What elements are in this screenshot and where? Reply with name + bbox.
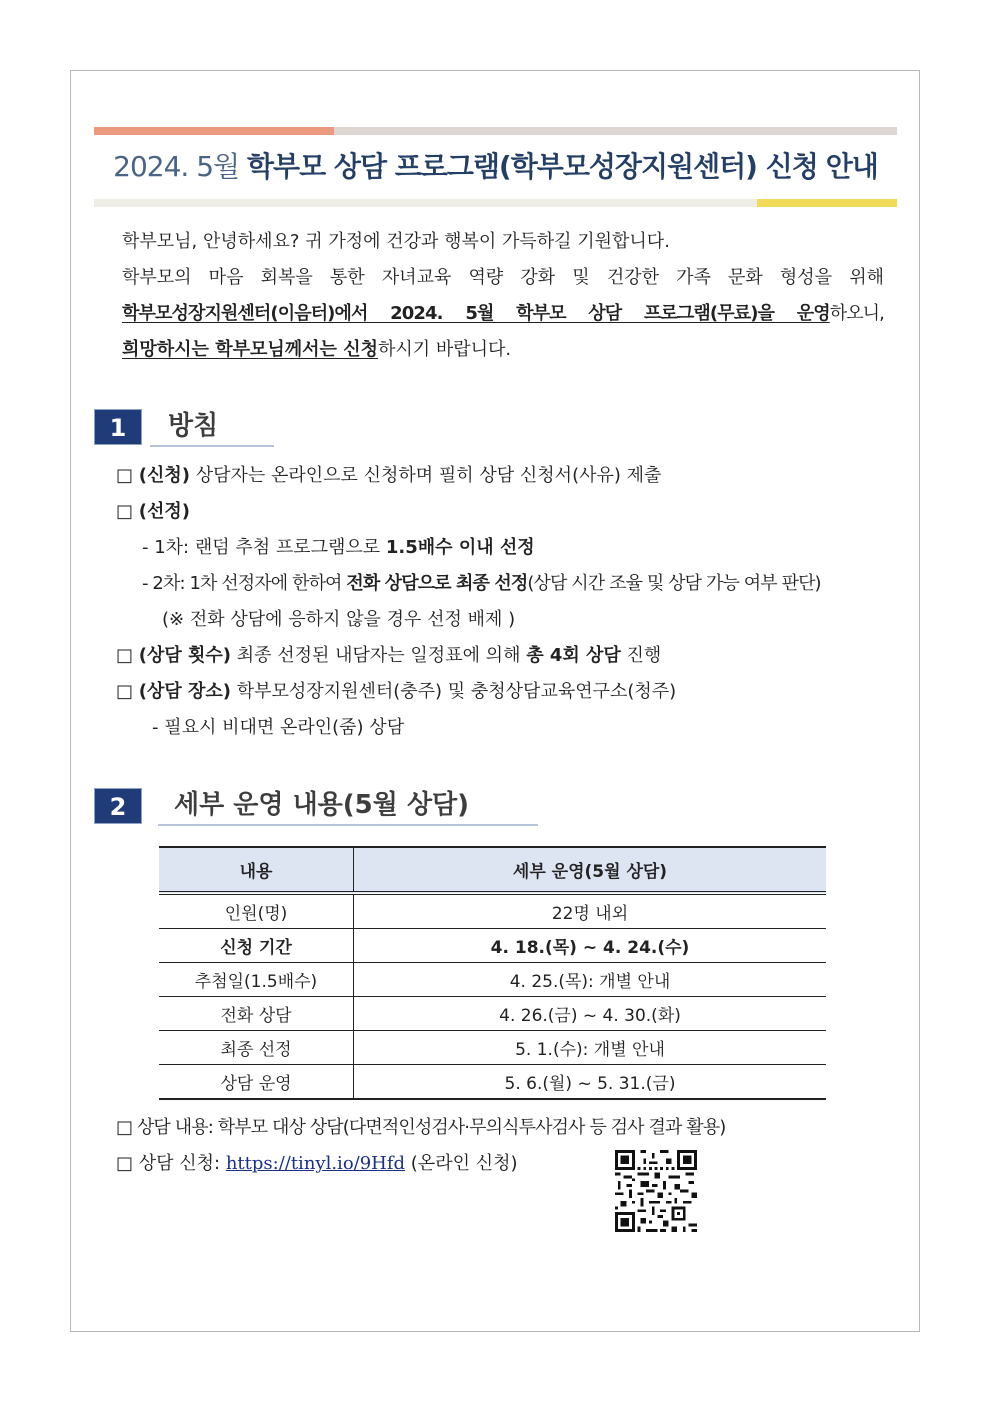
table-row xyxy=(159,893,826,929)
checkbox-icon: □ xyxy=(116,681,134,702)
table-cell-value: 4. 18.(목) ~ 4. 24.(수) xyxy=(354,929,827,963)
checkbox-icon: □ xyxy=(116,1117,133,1138)
item-select-note: (※ 전화 상담에 응하지 않을 경우 선정 배제 ) xyxy=(162,609,516,630)
table-header-row xyxy=(159,847,826,893)
item-select-second-rest: (상담 시간 조율 및 상담 가능 여부 판단) xyxy=(527,573,821,594)
item-apply xyxy=(116,458,906,494)
table-cell-value: 4. 26.(금) ~ 4. 30.(화) xyxy=(354,997,827,1031)
table-row xyxy=(159,1031,826,1065)
table-cell-label: 신청 기간 xyxy=(159,929,354,963)
table-row xyxy=(159,997,826,1031)
item-select-second xyxy=(116,566,906,602)
section-2-number: 2 xyxy=(94,788,142,824)
table-cell-label: 전화 상담 xyxy=(159,997,354,1031)
item-place-label: (상담 장소) xyxy=(138,681,232,702)
item-consult-apply-label: 상담 신청: xyxy=(138,1153,226,1174)
table-cell-value: 5. 1.(수): 개별 안내 xyxy=(354,1031,827,1065)
item-select-first xyxy=(116,530,906,566)
item-select xyxy=(116,494,906,530)
checkbox-icon: □ xyxy=(116,501,134,522)
table-cell-value: 22명 내외 xyxy=(354,893,827,929)
apply-link[interactable]: https://tinyl.io/9Hfd xyxy=(225,1153,406,1174)
intro-line-4-rest: 하시기 바랍니다. xyxy=(377,339,512,360)
qr-code-icon[interactable] xyxy=(615,1150,697,1232)
table-cell-value: 5. 6.(월) ~ 5. 31.(금) xyxy=(354,1065,827,1100)
item-place-sub: - 필요시 비대면 온라인(줌) 상담 xyxy=(152,717,405,738)
intro-line-3-bold: 학부모성장지원센터(이음터)에서 2024. 5월 학부모 상담 프로그램(무료)을 운영 xyxy=(122,303,830,324)
section-2-title: 세부 운영 내용(5월 상담) xyxy=(174,790,470,820)
item-select-label: (선정) xyxy=(138,501,190,522)
intro-line-3-rest: 하오니, xyxy=(829,303,884,324)
item-select-second-text: - 2차: 1차 선정자에 한하여 xyxy=(142,573,347,594)
document-title xyxy=(94,142,897,192)
item-consult-apply-suffix: (온라인 신청) xyxy=(405,1153,518,1174)
title-date: 2024. 5월 xyxy=(113,150,240,183)
item-apply-text: 상담자는 온라인으로 신청하며 필히 상담 신청서(사유) 제출 xyxy=(189,465,662,486)
checkbox-icon: □ xyxy=(116,465,134,486)
checkbox-icon: □ xyxy=(116,645,134,666)
item-place xyxy=(116,674,906,710)
intro-line-4 xyxy=(122,332,884,368)
table-cell-label: 상담 운영 xyxy=(159,1065,354,1100)
section-1-items xyxy=(116,458,906,746)
table-header-detail: 세부 운영(5월 상담) xyxy=(354,847,827,893)
intro-line-3 xyxy=(122,296,884,332)
item-select-second-bold: 전화 상담으로 최종 선정 xyxy=(346,573,528,594)
title-main: 학부모 상담 프로그램(학부모성장지원센터) 신청 xyxy=(247,150,818,183)
item-place-text: 학부모성장지원센터(충주) 및 충청상담교육연구소(청주) xyxy=(231,681,677,702)
item-consult-content xyxy=(116,1110,906,1146)
intro-line-4-bold: 희망하시는 학부모님께서는 신청 xyxy=(122,339,378,360)
item-select-first-bold: 1.5배수 이내 선정 xyxy=(385,537,535,558)
table-cell-value: 4. 25.(목): 개별 안내 xyxy=(354,963,827,997)
title-end: 안내 xyxy=(825,150,878,183)
section-1-title: 방침 xyxy=(168,411,219,441)
item-select-first-text: - 1차: 랜덤 추첨 프로그램으로 xyxy=(142,537,386,558)
table-cell-label: 최종 선정 xyxy=(159,1031,354,1065)
bottom-items xyxy=(116,1110,906,1182)
title-decor-bottom xyxy=(94,199,897,207)
item-count-rest: 진행 xyxy=(620,645,662,666)
item-consult-content-text: 상담 내용: 학부모 대상 상담(다면적인성검사·무의식투사검사 등 검사 결과 활용) xyxy=(136,1117,726,1138)
schedule-table xyxy=(159,846,826,1100)
table-header-content: 내용 xyxy=(159,847,354,893)
table-row xyxy=(159,929,826,963)
section-1-number: 1 xyxy=(94,409,142,445)
table-row xyxy=(159,963,826,997)
item-count-label: (상담 횟수) xyxy=(138,645,232,666)
table-row xyxy=(159,1065,826,1100)
intro-paragraph xyxy=(122,224,884,368)
item-apply-label: (신청) xyxy=(138,465,190,486)
item-count xyxy=(116,638,906,674)
item-count-bold: 총 4회 상담 xyxy=(526,645,621,666)
table-cell-label: 추첨일(1.5배수) xyxy=(159,963,354,997)
title-decor-top xyxy=(94,127,897,135)
item-count-text: 최종 선정된 내담자는 일정표에 의해 xyxy=(231,645,527,666)
section-1-underline xyxy=(150,445,274,447)
item-consult-apply xyxy=(116,1146,906,1182)
table-cell-label: 인원(명) xyxy=(159,893,354,929)
intro-line-1: 학부모님, 안녕하세요? 귀 가정에 건강과 행복이 가득하길 기원합니다. xyxy=(122,231,670,252)
checkbox-icon: □ xyxy=(116,1153,134,1174)
intro-line-2: 학부모의 마음 회복을 통한 자녀교육 역량 강화 및 건강한 가족 문화 형성을 위해 xyxy=(122,267,884,288)
section-2-underline xyxy=(158,824,538,826)
